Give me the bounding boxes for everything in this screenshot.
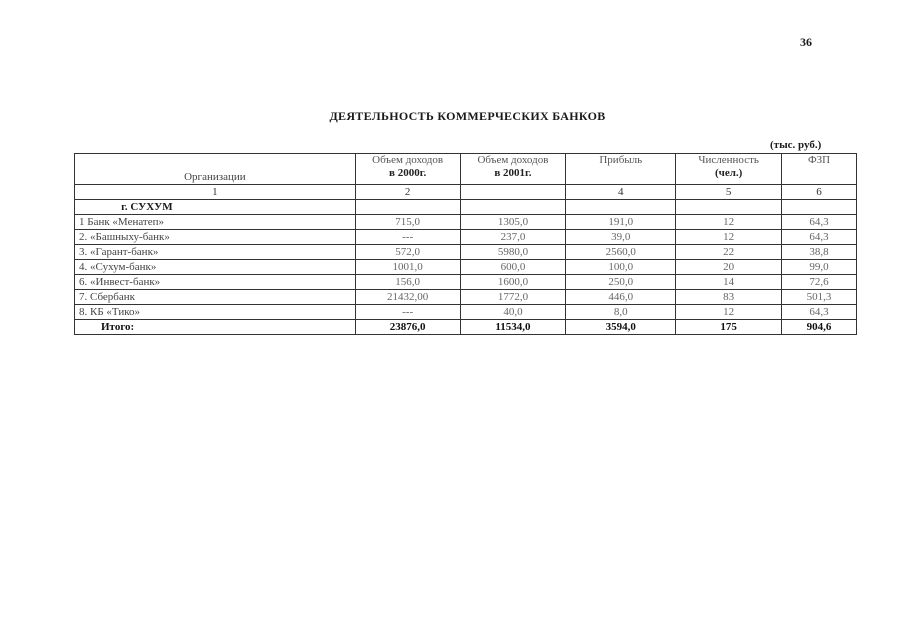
profit-cell: 446,0 [566, 290, 676, 305]
income-2000-cell: 156,0 [355, 275, 460, 290]
empty-cell [676, 200, 782, 215]
index-cell: 2 [355, 185, 460, 200]
organization-cell: 3. «Гарант-банк» [75, 245, 356, 260]
income-2001-cell: 40,0 [460, 305, 566, 320]
header-income-2000-line1: Объем доходов [372, 154, 444, 166]
profit-cell: 2560,0 [566, 245, 676, 260]
profit-cell: 100,0 [566, 260, 676, 275]
header-staff [676, 154, 782, 185]
profit-cell: 250,0 [566, 275, 676, 290]
empty-cell [782, 200, 857, 215]
staff-cell: 22 [676, 245, 782, 260]
income-2000-cell: 23876,0 [355, 320, 460, 335]
fzp-cell: 64,3 [782, 215, 857, 230]
income-2001-cell: 1772,0 [460, 290, 566, 305]
table-row [75, 275, 857, 290]
organization-cell: 4. «Сухум-банк» [75, 260, 356, 275]
fzp-cell: 64,3 [782, 305, 857, 320]
income-2000-cell: 572,0 [355, 245, 460, 260]
header-income-2001-line2: в 2001г. [494, 167, 532, 179]
header-income-2001 [460, 154, 566, 185]
table-row [75, 305, 857, 320]
staff-cell: 12 [676, 305, 782, 320]
income-2001-cell: 11534,0 [460, 320, 566, 335]
index-cell: 1 [75, 185, 356, 200]
staff-cell: 14 [676, 275, 782, 290]
empty-cell [566, 200, 676, 215]
fzp-cell: 38,8 [782, 245, 857, 260]
header-profit: Прибыль [566, 154, 676, 185]
organization-cell: 1 Банк «Менатеп» [75, 215, 356, 230]
profit-cell: 39,0 [566, 230, 676, 245]
income-2001-cell: 600,0 [460, 260, 566, 275]
organization-cell: 7. Сбербанк [75, 290, 356, 305]
organization-cell: 8. КБ «Тико» [75, 305, 356, 320]
income-2000-cell: 1001,0 [355, 260, 460, 275]
column-index-row [75, 185, 857, 200]
staff-cell: 12 [676, 215, 782, 230]
header-staff-line1: Численность [698, 154, 759, 166]
table-header-row [75, 154, 857, 185]
index-cell: 6 [782, 185, 857, 200]
region-label: г. СУХУМ [75, 200, 356, 215]
fzp-cell: 64,3 [782, 230, 857, 245]
table-row [75, 230, 857, 245]
header-income-2000-line2: в 2000г. [389, 167, 427, 179]
document-title: ДЕЯТЕЛЬНОСТЬ КОММЕРЧЕСКИХ БАНКОВ [329, 109, 606, 123]
organization-cell: 2. «Башныху-банк» [75, 230, 356, 245]
header-staff-line2: (чел.) [714, 167, 743, 179]
fzp-cell: 72,6 [782, 275, 857, 290]
index-cell [460, 185, 566, 200]
income-2000-cell: --- [355, 305, 460, 320]
profit-cell: 191,0 [566, 215, 676, 230]
total-row [75, 320, 857, 335]
table-row [75, 245, 857, 260]
fzp-cell: 99,0 [782, 260, 857, 275]
income-2000-cell: 21432,00 [355, 290, 460, 305]
empty-cell [355, 200, 460, 215]
fzp-cell: 501,3 [782, 290, 857, 305]
table-row [75, 290, 857, 305]
region-row [75, 200, 857, 215]
header-organization: Организации [75, 154, 356, 185]
organization-cell: Итого: [75, 320, 356, 335]
index-cell: 4 [566, 185, 676, 200]
staff-cell: 20 [676, 260, 782, 275]
organization-cell: 6. «Инвест-банк» [75, 275, 356, 290]
table-row [75, 215, 857, 230]
empty-cell [460, 200, 566, 215]
table-row [75, 260, 857, 275]
income-2000-cell: --- [355, 230, 460, 245]
header-income-2001-line1: Объем доходов [477, 154, 549, 166]
unit-note: (тыс. руб.) [770, 139, 822, 151]
profit-cell: 3594,0 [566, 320, 676, 335]
page-number: 36 [800, 35, 812, 49]
index-cell: 5 [676, 185, 782, 200]
staff-cell: 83 [676, 290, 782, 305]
fzp-cell: 904,6 [782, 320, 857, 335]
staff-cell: 12 [676, 230, 782, 245]
header-fzp: ФЗП [782, 154, 857, 185]
income-2001-cell: 5980,0 [460, 245, 566, 260]
income-2000-cell: 715,0 [355, 215, 460, 230]
income-2001-cell: 1305,0 [460, 215, 566, 230]
staff-cell: 175 [676, 320, 782, 335]
profit-cell: 8,0 [566, 305, 676, 320]
header-income-2000 [355, 154, 460, 185]
income-2001-cell: 237,0 [460, 230, 566, 245]
bank-activity-table [74, 153, 857, 335]
income-2001-cell: 1600,0 [460, 275, 566, 290]
